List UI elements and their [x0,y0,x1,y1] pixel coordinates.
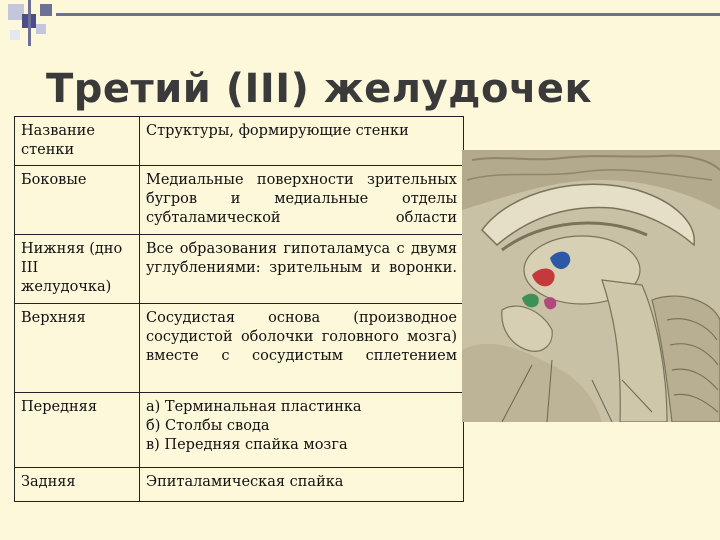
decor-horizontal-bar [56,13,720,16]
table-row [15,166,464,235]
row-wall-name: Передняя [15,393,140,468]
row-structures: Сосудистая основа (производное сосудистой оболочки головного мозга) вместе с сосудистым сплетением [140,304,464,393]
walls-table [14,116,464,502]
row-structures: Все образования гипоталамуса с двумя углублениями: зрительным и воронки. [140,235,464,304]
table-row [15,393,464,468]
decor-square-4 [36,24,46,34]
row-structures: Медиальные поверхности зрительных бугров и медиальные отделы субталамической области [140,166,464,235]
header-wall-name: Название стенки [15,117,140,166]
table-row [15,468,464,502]
row-wall-name: Задняя [15,468,140,502]
brain-sagittal-section-image [462,150,720,422]
list-item: а) Терминальная пластинка [146,399,362,415]
list-item: в) Передняя спайка мозга [146,437,348,453]
row-wall-name: Боковые [15,166,140,235]
header-structures: Структуры, формирующие стенки [140,117,464,166]
list-item: б) Столбы свода [146,418,270,434]
decor-vertical-bar [28,0,31,46]
row-wall-name: Верхняя [15,304,140,393]
row-wall-name: Нижняя (дно III желудочка) [15,235,140,304]
table-row [15,235,464,304]
table-row [15,304,464,393]
row-structures: Эпиталамическая спайка [140,468,464,502]
decor-square-5 [10,30,20,40]
row-structures [140,393,464,468]
decor-square-3 [40,4,52,16]
table-header-row [15,117,464,166]
slide-title: Третий (III) желудочек [46,66,593,112]
